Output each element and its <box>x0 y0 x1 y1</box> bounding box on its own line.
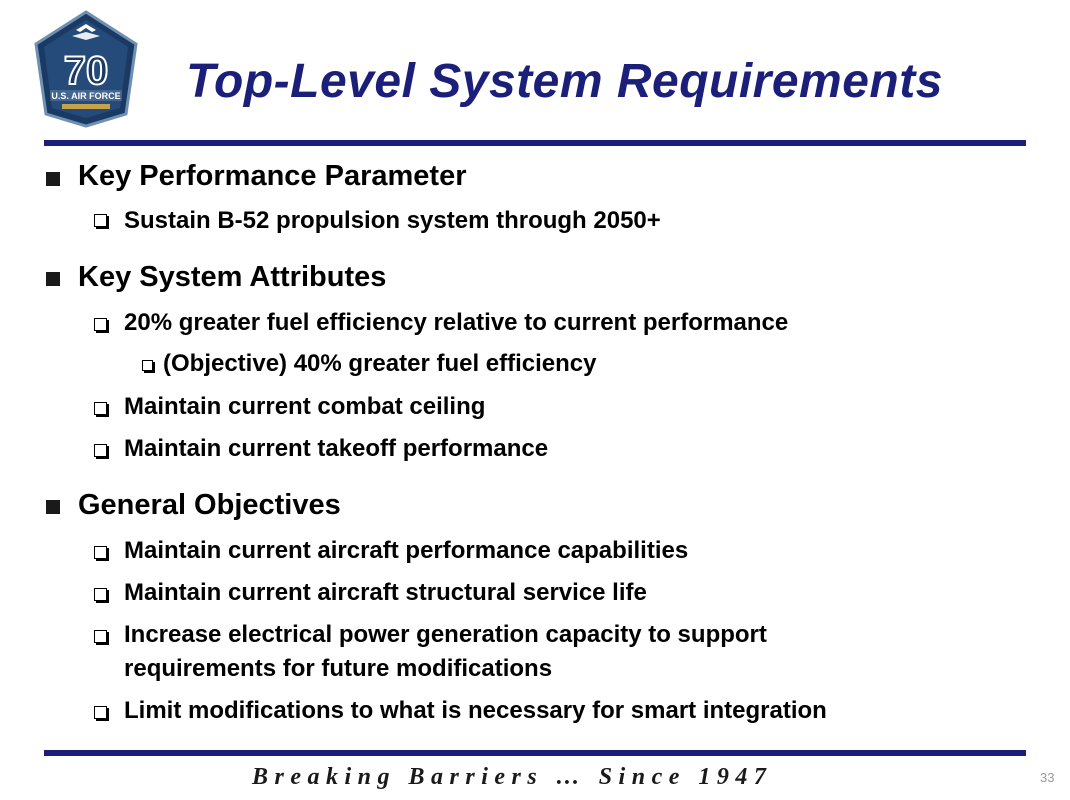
hollow-square-bullet-icon <box>94 318 107 331</box>
list-item: Limit modifications to what is necessary for smart integration <box>124 697 827 724</box>
page-number: 33 <box>1040 770 1055 785</box>
logo-text: U.S. AIR FORCE <box>51 91 121 101</box>
section-heading: General Objectives <box>78 489 341 521</box>
list-item: Increase electrical power generation capacity to support <box>124 621 767 648</box>
list-item: Maintain current combat ceiling <box>124 393 486 420</box>
hollow-square-bullet-icon <box>94 588 107 601</box>
square-bullet-icon <box>46 500 60 514</box>
list-sub-item: (Objective) 40% greater fuel efficiency <box>163 350 597 377</box>
list-item-continuation: requirements for future modifications <box>124 655 553 682</box>
hollow-square-bullet-icon <box>94 214 107 227</box>
square-bullet-icon <box>46 172 60 186</box>
hollow-square-bullet-icon <box>94 546 107 559</box>
page-title: Top-Level System Requirements <box>186 55 943 108</box>
hollow-square-bullet-icon <box>94 402 107 415</box>
hollow-square-bullet-icon <box>94 630 107 643</box>
footer-divider <box>44 750 1026 756</box>
list-item: Sustain B-52 propulsion system through 2050+ <box>124 207 661 234</box>
hollow-square-bullet-icon <box>94 706 107 719</box>
footer-slogan: Breaking Barriers … Since 1947 <box>252 764 773 790</box>
section-heading: Key System Attributes <box>78 261 387 293</box>
list-item: 20% greater fuel efficiency relative to current performance <box>124 309 789 336</box>
logo-number: 70 <box>63 49 109 93</box>
section-heading: Key Performance Parameter <box>78 160 467 192</box>
title-divider <box>44 140 1026 146</box>
hollow-square-bullet-icon <box>94 444 107 457</box>
list-item: Maintain current aircraft structural service life <box>124 579 647 606</box>
air-force-70-logo <box>30 8 142 130</box>
square-bullet-icon <box>46 272 60 286</box>
list-item: Maintain current aircraft performance capabilities <box>124 537 689 564</box>
hollow-square-bullet-icon <box>142 360 153 371</box>
list-item: Maintain current takeoff performance <box>124 435 549 462</box>
